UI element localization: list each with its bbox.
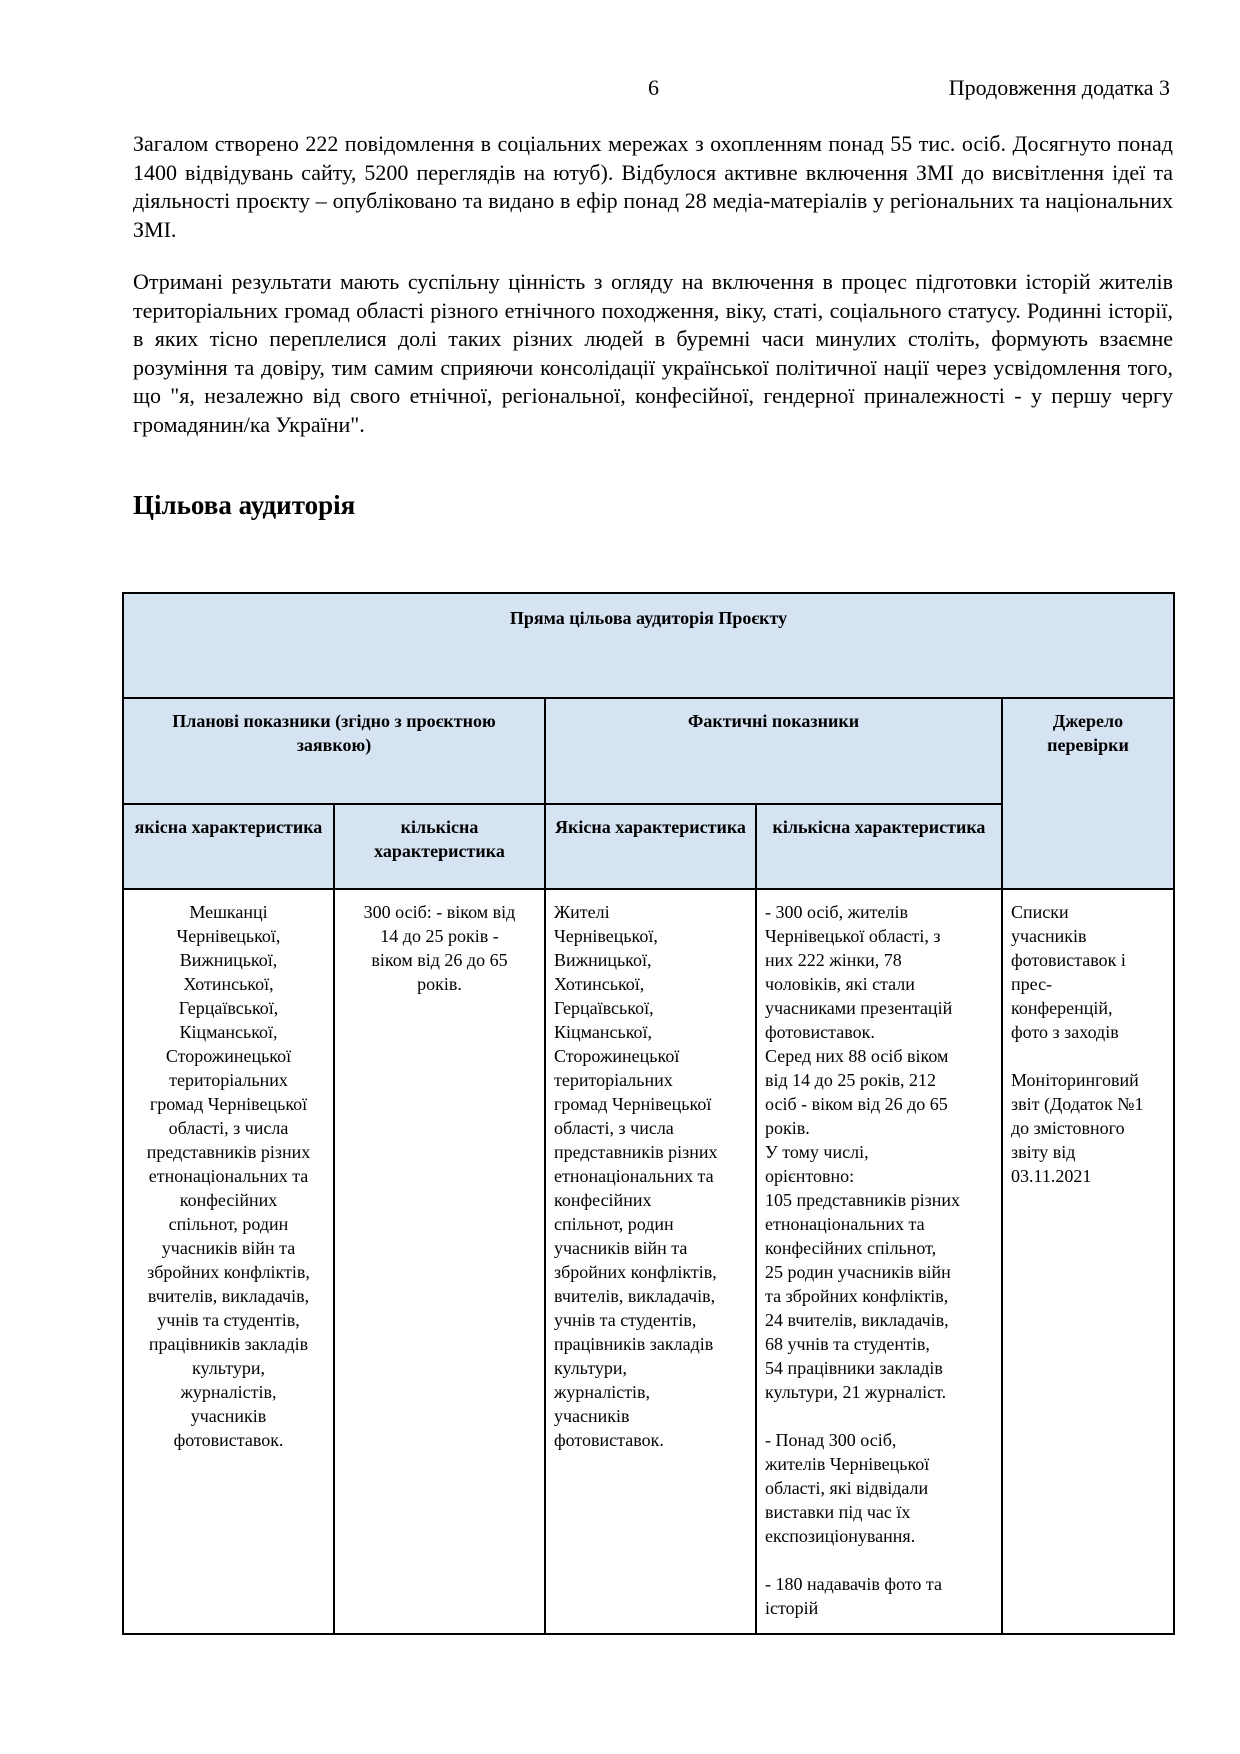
cell-line: експозиціонування. <box>765 1526 916 1546</box>
cell-line: історій <box>765 1598 819 1618</box>
cell-line: учасників <box>554 1406 630 1426</box>
cell-line: від 14 до 25 років, 212 <box>765 1070 937 1090</box>
cell-line: 03.11.2021 <box>1011 1166 1092 1186</box>
cell-line: представників різних <box>146 1142 311 1162</box>
cell-actual-quality <box>545 889 756 1634</box>
cell-line: 105 представників різних <box>765 1190 960 1210</box>
cell-line: Кіцманської, <box>554 1022 653 1042</box>
cell-line: - 180 надавачів фото та <box>765 1574 942 1594</box>
cell-line: У тому числі, <box>765 1142 869 1162</box>
cell-line: збройних конфліктів, <box>554 1262 717 1282</box>
cell-line: 68 учнів та студентів, <box>765 1334 930 1354</box>
cell-line: 25 родин учасників війн <box>765 1262 951 1282</box>
cell-line: конфесійних <box>179 1190 278 1210</box>
paragraph-value: Отримані результати мають суспільну цінність з огляду на включення в процес підготовки історій жителів територіальних громад області різного етнічного походження, віку, статі, соціального статусу. Родинні історії, в яких тісно переплелися долі таких різних людей в буремні часи минулих століть, формують взаємне розуміння та довіру, тим самим сприяючи консолідації української політичної нації через усвідомлення того, що "я, незалежно від свого етнічної, регіональної, конфесійної, гендерної приналежності - у першу чергу громадянин/ка України". <box>133 269 1173 437</box>
cell-line: віком від 26 до 65 <box>371 950 508 970</box>
cell-line: спільнот, родин <box>554 1214 674 1234</box>
cell-line: виставки під час їх <box>765 1502 911 1522</box>
cell-line: області, з числа <box>554 1118 674 1138</box>
cell-line: Чернівецької, <box>554 926 658 946</box>
header-actual-quality: Якісна характеристика <box>545 804 756 889</box>
cell-line: учасників війн та <box>554 1238 688 1258</box>
cell-line: культури, <box>192 1358 265 1378</box>
page-number: 6 <box>648 75 659 100</box>
cell-line: конфесійних спільнот, <box>765 1238 937 1258</box>
cell-line: Хотинської, <box>554 974 645 994</box>
cell-line: - 300 осіб, жителів <box>765 902 908 922</box>
cell-line: осіб - віком від 26 до 65 <box>765 1094 948 1114</box>
cell-source <box>1002 889 1174 1634</box>
cell-line: Герцаївської, <box>554 998 654 1018</box>
cell-line: Мешканці <box>189 902 268 922</box>
cell-line: Кіцманської, <box>179 1022 278 1042</box>
cell-line: етнонаціональних та <box>554 1166 714 1186</box>
cell-line: Жителі <box>554 902 610 922</box>
cell-line: жителів Чернівецької <box>765 1454 930 1474</box>
cell-planned-quality <box>123 889 334 1634</box>
cell-line: Серед них 88 осіб віком <box>765 1046 949 1066</box>
cell-line: орієнтовно: <box>765 1166 855 1186</box>
cell-line: учасників війн та <box>161 1238 296 1258</box>
cell-planned-quantity <box>334 889 545 1634</box>
cell-line: фотовиставок і <box>1011 950 1126 970</box>
cell-line: етнонаціональних та <box>765 1214 925 1234</box>
cell-line: Моніторинговий <box>1011 1070 1139 1090</box>
cell-line: та збройних конфліктів, <box>765 1286 949 1306</box>
cell-line: учасниками презентацій <box>765 998 953 1018</box>
cell-line: 300 осіб: - віком від <box>363 902 516 922</box>
cell-line: 24 вчителів, викладачів, <box>765 1310 949 1330</box>
cell-line: Сторожинецької <box>165 1046 292 1066</box>
cell-line: вчителів, викладачів, <box>554 1286 716 1306</box>
cell-line: фотовиставок. <box>554 1430 664 1450</box>
cell-line: культури, 21 журналіст. <box>765 1382 947 1402</box>
cell-line: учнів та студентів, <box>157 1310 300 1330</box>
cell-line <box>1011 1044 1165 1068</box>
cell-line: представників різних <box>554 1142 718 1162</box>
header-actual-quantity: кількісна характеристика <box>756 804 1002 889</box>
cell-line <box>765 1548 993 1572</box>
cell-line: 54 працівники закладів <box>765 1358 943 1378</box>
cell-line: прес- <box>1011 974 1053 994</box>
cell-line: звіт (Додаток №1 <box>1011 1094 1144 1114</box>
cell-line: років. <box>765 1118 810 1138</box>
cell-line: Чернівецької, <box>176 926 281 946</box>
header-actual: Фактичні показники <box>545 698 1002 804</box>
cell-line: області, з числа <box>168 1118 289 1138</box>
cell-line <box>765 1404 993 1428</box>
header-planned-quality: якісна характеристика <box>123 804 334 889</box>
cell-line: Хотинської, <box>183 974 274 994</box>
cell-line: учнів та студентів, <box>554 1310 697 1330</box>
cell-line: журналістів, <box>180 1382 277 1402</box>
cell-line: чоловіків, які стали <box>765 974 915 994</box>
cell-line: територіальних <box>554 1070 673 1090</box>
cell-line: територіальних <box>169 1070 288 1090</box>
cell-line: області, які відвідали <box>765 1478 929 1498</box>
header-planned-quantity: кількісна характеристика <box>334 804 545 889</box>
header-source: Джерело перевірки <box>1002 698 1174 889</box>
cell-line: років. <box>417 974 462 994</box>
cell-line: спільнот, родин <box>168 1214 289 1234</box>
header-planned: Планові показники (згідно з проєктною заявкою) <box>123 698 545 804</box>
cell-line: Чернівецької області, з <box>765 926 941 946</box>
cell-line: фотовиставок. <box>173 1430 284 1450</box>
cell-line: 14 до 25 років - <box>380 926 499 946</box>
cell-line: до змістовного <box>1011 1118 1125 1138</box>
cell-line: - Понад 300 осіб, <box>765 1430 897 1450</box>
cell-line: громад Чернівецької <box>149 1094 308 1114</box>
paragraph-results: Загалом створено 222 повідомлення в соціальних мережах з охопленням понад 55 тис. осіб. Досягнуто понад 1400 відвідувань сайту, 5200 переглядів на ютуб). Відбулося активне включення ЗМІ до висвітлення ідеї та діяльності проєкту – опубліковано та видано в ефір понад 28 медіа-матеріалів у регіональних та національних ЗМІ. <box>133 131 1173 242</box>
cell-line: працівників закладів <box>554 1334 714 1354</box>
cell-line: фотовиставок. <box>765 1022 875 1042</box>
cell-line: Вижницької, <box>554 950 652 970</box>
section-title: Цільова аудиторія <box>133 490 356 520</box>
cell-line: збройних конфліктів, <box>147 1262 310 1282</box>
cell-line: культури, <box>554 1358 627 1378</box>
cell-line: звіту від <box>1011 1142 1076 1162</box>
cell-line: Вижницької, <box>179 950 278 970</box>
audience-table <box>122 592 1175 1635</box>
cell-actual-quantity <box>756 889 1002 1634</box>
cell-line: конфесійних <box>554 1190 652 1210</box>
cell-line: громад Чернівецької <box>554 1094 712 1114</box>
cell-line: учасників <box>190 1406 267 1426</box>
cell-line: них 222 жінки, 78 <box>765 950 902 970</box>
cell-line: учасників <box>1011 926 1087 946</box>
cell-line: вчителів, викладачів, <box>147 1286 310 1306</box>
cell-line: фото з заходів <box>1011 1022 1119 1042</box>
cell-line: журналістів, <box>554 1382 651 1402</box>
cell-line: Сторожинецької <box>554 1046 680 1066</box>
cell-line: Герцаївської, <box>178 998 279 1018</box>
continuation-label: Продовження додатка 3 <box>948 75 1170 100</box>
cell-line: Списки <box>1011 902 1069 922</box>
cell-line: конференцій, <box>1011 998 1113 1018</box>
cell-line: етнонаціональних та <box>148 1166 309 1186</box>
table-title: Пряма цільова аудиторія Проєкту <box>123 593 1174 698</box>
cell-line: працівників закладів <box>148 1334 309 1354</box>
